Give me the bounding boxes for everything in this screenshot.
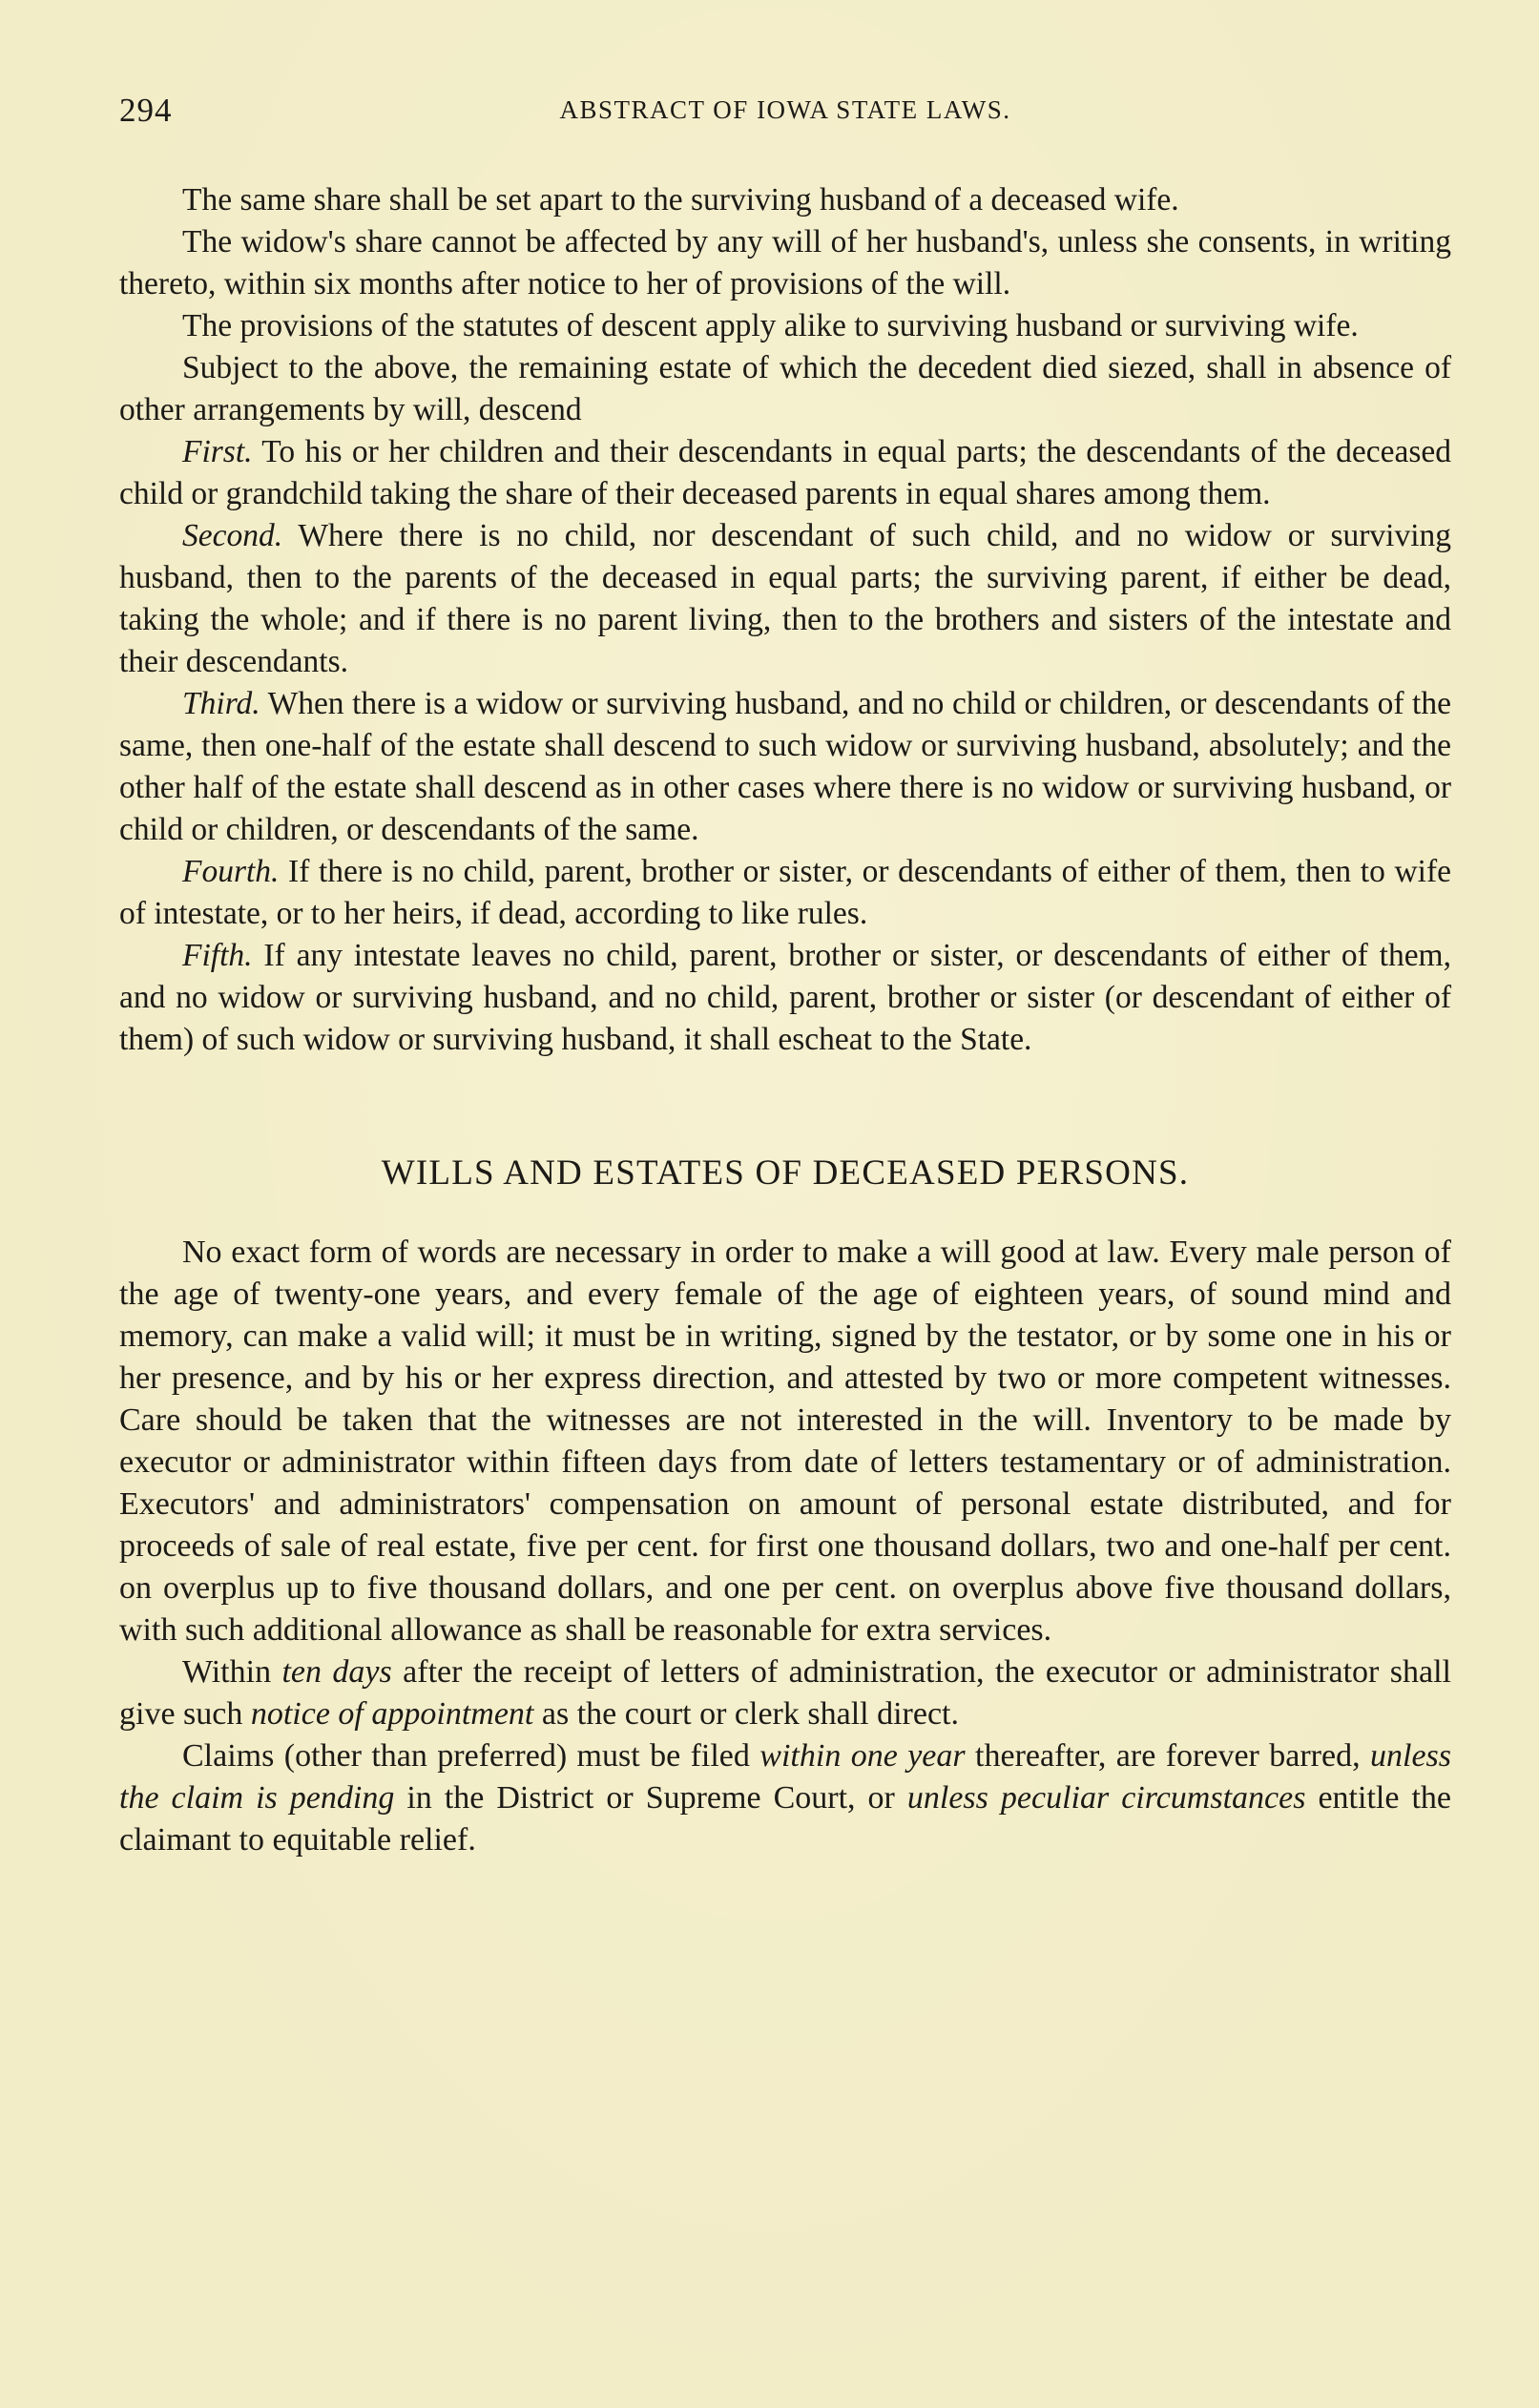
section-heading: WILLS AND ESTATES OF DECEASED PERSONS.: [381, 1153, 1190, 1193]
italic-run: unless the claim is pending: [119, 1738, 1452, 1816]
paragraph-text: Where there is no child, nor descendant of such child, and no widow or surviving husband, then to the parents of the deceased in equal parts; the surviving parent, if either be dead, taking the whole; and if there is no parent living, then to the brothers and sisters of the intestate and their descendants.: [119, 518, 1451, 679]
paragraph-text: If any intestate leaves no child, parent, brother or sister, or descendants of either of them, and no widow or surviving husband, and no child, parent, brother or sister (or descendant of either of them) of such widow or surviving husband, it shall escheat to the State.: [119, 938, 1451, 1057]
text-run: Within: [182, 1654, 282, 1690]
text-run: entitle the claimant to equitable relief.: [119, 1780, 1451, 1858]
text-run: thereafter, are forever barred,: [965, 1738, 1371, 1774]
text-run: as the court or clerk shall direct.: [533, 1696, 959, 1732]
paragraph: Subject to the above, the remaining estate of which the decedent died siezed, shall in absence of other arrangements by will, descend: [119, 350, 1451, 427]
wills-section: [119, 1232, 1451, 1861]
paragraph-claims: [119, 1735, 1451, 1861]
lead-second: Second.: [182, 518, 283, 553]
header-title: ABSTRACT OF IOWA STATE LAWS.: [559, 95, 1011, 124]
paragraph-text: If there is no child, parent, brother or sister, or descendants of either of them, then to wife of intestate, or to her heirs, if dead, according to like rules.: [119, 854, 1451, 931]
lead-third: Third.: [182, 686, 260, 721]
descent-section: [119, 179, 1451, 1061]
paragraph-third: [119, 683, 1451, 851]
paragraph: The widow's share cannot be affected by any will of her husband's, unless she consents, in writing thereto, within six months after notice to her of provisions of the will.: [119, 224, 1451, 301]
paragraph-second: [119, 515, 1451, 683]
paragraph-fourth: [119, 851, 1451, 935]
paragraph: The provisions of the statutes of descent apply alike to surviving husband or surviving wife.: [182, 308, 1359, 343]
italic-run: notice of appointment: [250, 1696, 534, 1732]
lead-first: First.: [182, 434, 253, 469]
paragraph-first: [119, 431, 1451, 515]
italic-run: unless peculiar circumstances: [906, 1780, 1306, 1816]
text-run: after the receipt of letters of administration, the executor or administrator shall give such: [119, 1654, 1452, 1732]
page-number: 294: [119, 92, 173, 129]
italic-run: ten days: [281, 1654, 392, 1690]
paragraph-notice: [119, 1651, 1451, 1735]
lead-fifth: Fifth.: [182, 938, 253, 973]
paragraph-fifth: [119, 935, 1451, 1061]
text-run: Claims (other than preferred) must be filed: [182, 1738, 760, 1774]
paragraph-text: To his or her children and their descendants in equal parts; the descendants of the deceased child or grandchild taking the share of their deceased parents in equal shares among them.: [119, 434, 1451, 511]
paragraph: The same share shall be set apart to the surviving husband of a deceased wife.: [182, 182, 1179, 218]
paragraph-text: When there is a widow or surviving husband, and no child or children, or descendants of the same, then one-half of the estate shall descend to such widow or surviving husband, absolutely; and the other half of the estate shall descend as in other cases where there is no widow or surviving husband, or child or children, or descendants of the same.: [119, 686, 1451, 847]
lead-fourth: Fourth.: [182, 854, 280, 889]
italic-run: within one year: [759, 1738, 966, 1774]
text-run: in the District or Supreme Court, or: [394, 1780, 907, 1816]
paragraph: No exact form of words are necessary in order to make a will good at law. Every male person of the age of twenty-one years, and every female of the age of eighteen years, of sound mind and memory, can make a valid will; it must be in writing, signed by the testator, or by some one in his or her presence, and by his or her express direction, and attested by two or more competent witnesses. Care should be taken that the witnesses are not interested in the will. Inventory to be made by executor or administrator within fifteen days from date of letters testamentary or of administration. Executors' and administrators' compensation on amount of personal estate distributed, and for proceeds of sale of real estate, five per cent. for first one thousand dollars, two and one-half per cent. on overplus up to five thousand dollars, and one per cent. on overplus above five thousand dollars, with such additional allowance as shall be reasonable for extra services.: [119, 1235, 1451, 1648]
running-head: [119, 74, 1451, 132]
